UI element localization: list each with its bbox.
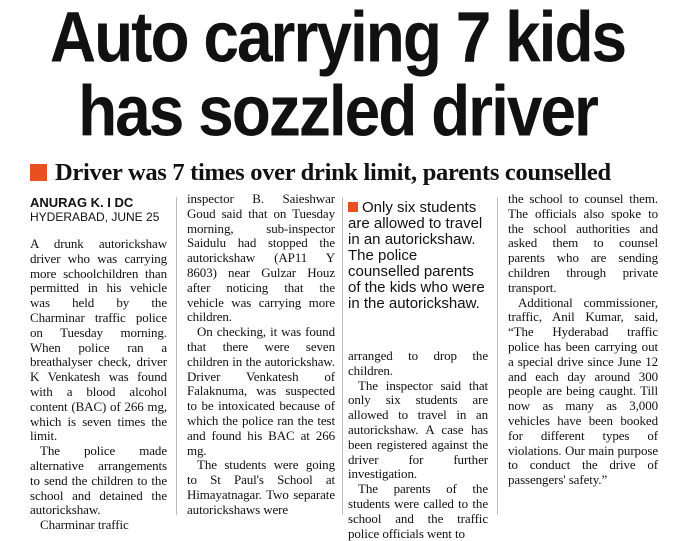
red-square-bullet-icon xyxy=(348,202,358,212)
dateline: HYDERABAD, JUNE 25 xyxy=(30,210,160,224)
pull-quote xyxy=(348,200,488,312)
paragraph: The parents of the students were called to the school and the traffic police officials went to xyxy=(348,481,488,541)
paragraph: The police made alternative arrangements to send the children to the school and detained the autorickshaw. xyxy=(30,443,167,518)
pull-quote-text: Only six students are allowed to travel in an autorickshaw. The police counselled parents of the kids who were in the autorickshaw. xyxy=(348,199,485,312)
headline-line-1: Auto carrying 7 kids xyxy=(49,0,626,78)
article-column-2 xyxy=(187,192,335,518)
article-column-1 xyxy=(30,237,167,533)
column-divider xyxy=(342,197,343,515)
column-divider xyxy=(176,197,177,515)
paragraph: arranged to drop the children. xyxy=(348,348,488,378)
paragraph: the school to counsel them. The officials also spoke to the school authorities and asked them to counsel parents who are sending children through private transport. xyxy=(508,191,658,295)
headline xyxy=(0,0,675,152)
subheadline xyxy=(30,159,670,187)
paragraph: The inspector said that only six students are allowed to travel in an autorickshaw. A case has been registered against the driver for further investigation. xyxy=(348,377,488,482)
headline-line-2: has sozzled driver xyxy=(78,70,597,152)
article-column-4 xyxy=(508,192,658,488)
article-column-3 xyxy=(348,349,488,541)
subheadline-text: Driver was 7 times over drink limit, parents counselled xyxy=(55,159,611,186)
paragraph: A drunk autorickshaw driver who was carrying more schoolchildren than permitted in his vehicle was held by the Charminar traffic police on Tuesday morning. When police ran a breathalyser check, driver K Venkatesh was found with a blood alcohol content (BAC) of 266 mg, which is seven times the limit. xyxy=(30,236,167,444)
paragraph: The students were going to St Paul's School at Himayatnagar. Two separate autorickshaws were xyxy=(187,457,335,517)
byline: ANURAG K. I DC xyxy=(30,195,134,210)
paragraph: Additional commissioner, traffic, Anil Kumar, said, “The Hyderabad traffic police has been carrying out a special drive since June 12 and each day around 300 people are being caught. Till now as many as 3,000 vehicles have been booked for different types of violations. Our main purpose to conduct the drive of passengers' safety.” xyxy=(508,294,658,488)
paragraph: Charminar traffic xyxy=(40,517,129,533)
paragraph: On checking, it was found that there were seven children in the autorickshaw. Driver Venkatesh of Falaknuma, was suspected to be intoxicated because of which the police ran the test and found his BAC at 266 mg. xyxy=(187,324,335,458)
paragraph: inspector B. Saieshwar Goud said that on Tuesday morning, sub-inspector Saidulu had stopped the autorickshaw (AP11 Y 8603) near Gulzar Houz after noticing that the vehicle was carrying more children. xyxy=(187,191,335,325)
column-divider xyxy=(497,197,498,515)
red-square-bullet-icon xyxy=(30,164,47,181)
